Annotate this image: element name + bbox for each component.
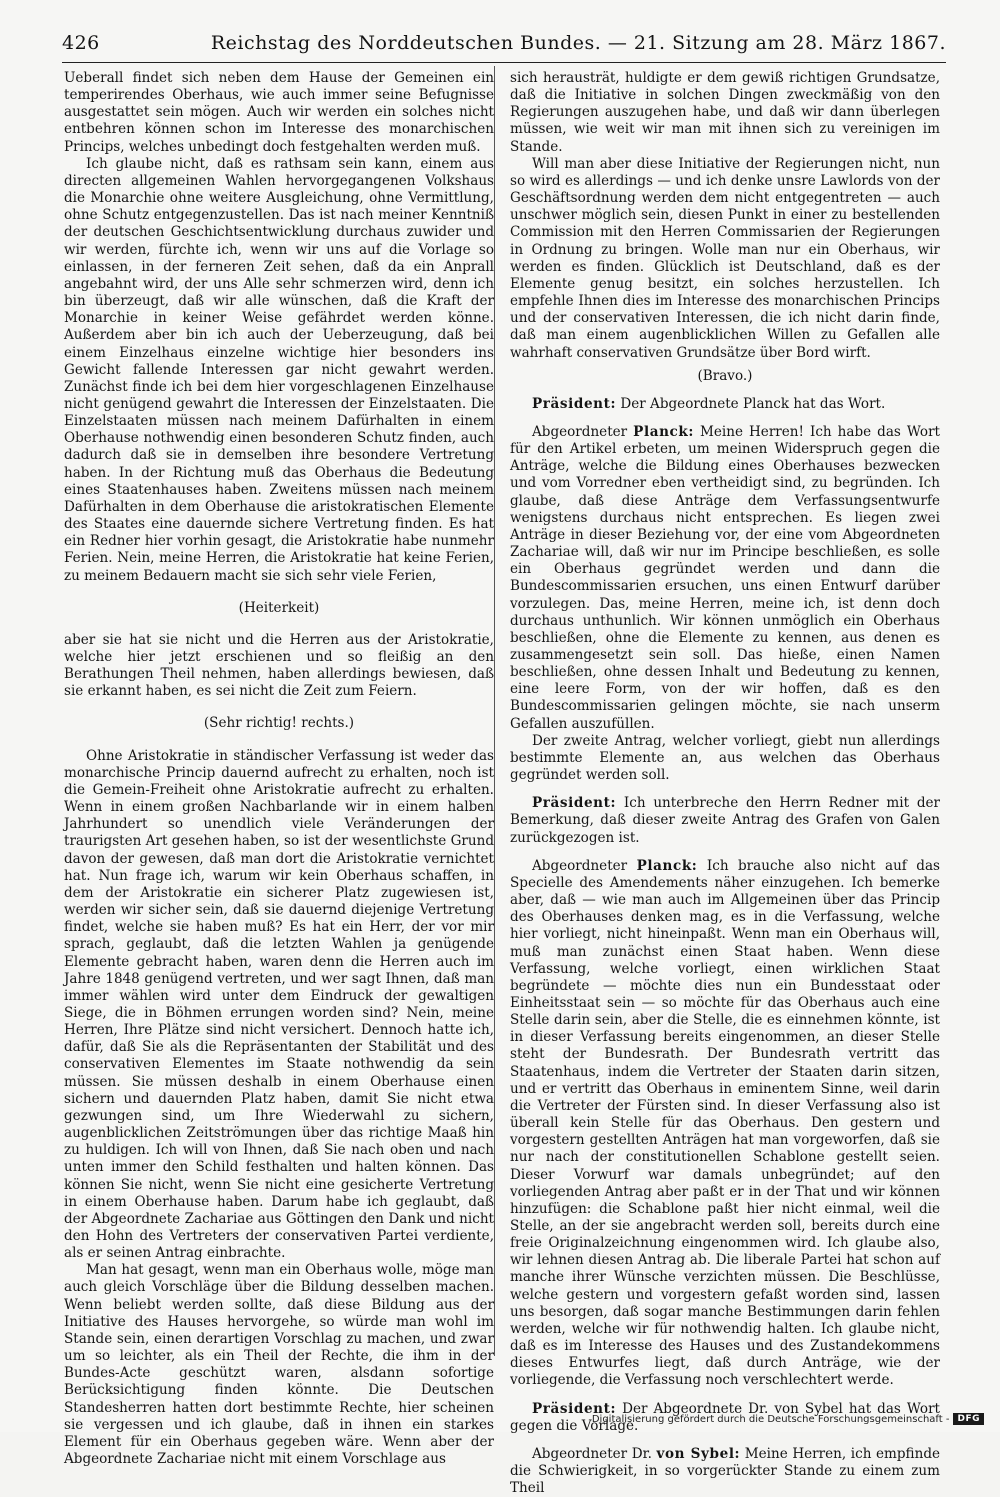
- speech-text: Der Abgeordnete Dr. von Sybel hat das Wort gegen die Vorlage.: [510, 1400, 940, 1434]
- speaker-name: Planck:: [633, 423, 694, 440]
- paragraph: Man hat gesagt, wenn man ein Oberhaus wolle, möge man auch gleich Vorschläge über die Bildung desselben machen. Wenn beliebt werden sollte, daß diese Bildung aus der Initiative des Hauses hervorgehe, so würde man wohl im Stande sein, einen derartigen Vorschlag zu machen, und zwar um so leichter, als ein Theil der Rechte, die ihm in der Bundes-Acte geschützt waren, alsdann sofortige Berücksichtigung finden könnte. Die Deutschen Standesherren hatten dort bestimmte Rechte, hier scheinen sie vergessen und ich glaube, daß in ihnen ein starkes Element für ein Oberhaus gegeben wäre. Wenn aber der Abgeordnete Zachariae nicht mit einem Vorschlage aus: [64, 1262, 494, 1468]
- column-divider: [494, 66, 495, 1356]
- speech-sybel: [510, 1446, 940, 1497]
- speaker-intro: Abgeordneter: [532, 857, 628, 874]
- speech-text: Meine Herren! Ich habe das Wort für den Artikel erbeten, um meinen Widerspruch gegen die Anträge, welche die Bildung eines Oberhauses bezwecken und vom Vorredner eben vertheidigt sind, zu begründen. Ich glaube, daß diese Anträge dem Verfassungsentwurfe wenigstens durchaus nicht entsprechen. Es liegen zwei Anträge in dieser Beziehung vor, der eine vom Abgeordneten Zachariae will, daß wir nur im Principe beschließen, es solle ein Oberhaus gegründet werden und dann die Bundescommissarien ersuchen, uns einen Entwurf darüber vorzulegen. Das, meine Herren, meine ich, ist denn doch durchaus unthunlich. Wir können unmöglich ein Oberhaus beschließen, ohne die Elemente zu kennen, aus denen es zusammengesetzt sein soll. Das hieße, einen Namen beschließen, ohne dessen Inhalt und Bedeutung zu kennen, eine leere Form, von der wir hoffen, daß es den Bundescommissarien gelingen möchte, sie nach unserm Gefallen auszufüllen.: [510, 423, 940, 732]
- right-column: [510, 70, 940, 1497]
- paragraph: Ich glaube nicht, daß es rathsam sein kann, einem aus directen allgemeinen Wahlen hervorgegangenen Volkshaus die Monarchie ohne weitere Ausgleichung, ohne Vermittlung, ohne Schutz entgegenzustellen. Das ist nach meiner Kenntniß der deutschen Geschichtsentwicklung durchaus zuwider und wir werden, fürchte ich, wenn wir uns auf die Vorlage so einlassen, in der ferneren Zeit sehen, daß da ein Anprall angebahnt wird, der uns Alle sehr schmerzen wird, denn ich bin überzeugt, daß wir alle wünschen, daß die Kraft der Monarchie in keiner Weise gefährdet werden könne. Außerdem aber bin ich auch der Ueberzeugung, daß bei einem Einzelhaus einzelne wichtige hier besonders ins Gewicht fallende Interessen gar nicht gewahrt werden. Zunächst finde ich bei dem hier vorgeschlagenen Einzelhause nicht genügend gewahrt die Interessen der Einzelstaaten. Die Einzelstaaten müssen nach meinem Dafürhalten in einem Oberhause nothwendig einen besonderen Schutz finden, auch dadurch daß sie in demselben ihre besondere Vertretung haben. In der Richtung muß das Oberhaus die Bedeutung eines Staatenhauses haben. Zweitens müssen nach meinem Dafürhalten in dem Oberhause die aristokratischen Elemente des Staates eine dauernde sichere Vertretung finden. Es hat ein Redner hier vorhin gesagt, die Aristokratie habe nunmehr Ferien. Nein, meine Herren, die Aristokratie hat keine Ferien, zu meinem Bedauern macht sie sich sehr viele Ferien,: [64, 155, 494, 584]
- speaker-intro: Abgeordneter Dr.: [532, 1445, 652, 1462]
- paragraph: Ueberall findet sich neben dem Hause der Gemeinen ein temperirendes Oberhaus, wie auch immer seine Befugnisse ausgestattet sein mögen. Auch wir werden ein solches nicht entbehren können schon im Interesse des monarchischen Princips, welches unbedingt doch festgehalten werden muß.: [64, 70, 494, 155]
- speech-planck: [510, 858, 940, 1390]
- running-title: Reichstag des Norddeutschen Bundes. — 21. Sitzung am 28. März 1867.: [210, 32, 946, 54]
- dfg-logo: DFG: [953, 1413, 984, 1425]
- speaker-name: Präsident:: [532, 1400, 617, 1417]
- speaker-name: Präsident:: [532, 395, 617, 412]
- credit-text: Digitalisierung gefördert durch die Deutsche Forschungsgemeinschaft -: [591, 1413, 950, 1425]
- interjection: (Sehr richtig! rechts.): [203, 715, 355, 732]
- left-column: [64, 70, 494, 1468]
- paragraph: aber sie hat sie nicht und die Herren aus der Aristokratie, welche hier jetzt erschienen und so fleißig an den Berathungen Theil nehmen, haben allerdings bewiesen, daß sie erkannt haben, es sei nicht die Zeit zum Feiern.: [64, 631, 494, 700]
- paragraph: Ohne Aristokratie in ständischer Verfassung ist weder das monarchische Princip dauernd aufrecht zu erhalten, noch ist die Gemein-Freiheit ohne Aristokratie aufrecht zu erhalten. Wenn in einem großen Nachbarlande wir in einem halben Jahrhundert so unendlich viele Veränderungen der traurigsten Art gesehen haben, so ist der wesentlichste Grund davon der gewesen, daß man dort die Aristokratie vernichtet hat. Nun frage ich, warum wir kein Oberhaus schaffen, in dem der Aristokratie ein sicherer Platz zugewiesen ist, werden wir sicher sein, daß sie dauernd diejenige Vertretung findet, welche sie haben muß? Es hat ein Herr, der vor mir sprach, geglaubt, daß die letzten Wahlen ja genügende Elemente gebracht haben, waren denn die Herren auch im Jahre 1848 genügend vertreten, und wer sagt Ihnen, daß man immer wählen wird unter dem Eindruck der gewaltigen Siege, die in Böhmen errungen worden sind? Nein, meine Herren, Ihre Plätze sind nicht versichert. Dennoch hatte ich, dafür, daß Sie als die Repräsentanten der Stabilität und des conservativen Elementes im Staate nothwendig da sein müssen. Sie müssen deshalb in einem Oberhause einen sichern und dauernden Platz haben, damit Sie nicht etwa gezwungen sind, um Ihre Wiederwahl zu sichern, augenblicklichen Zeitströmungen über das richtige Maaß hin zu huldigen. Ich will von Ihnen, daß Sie nach oben und nach unten immer den Schild festhalten und halten können. Das können Sie nicht, wenn Sie nicht eine gesicherte Vertretung in einem Oberhause haben. Darum habe ich geglaubt, daß der Abgeordnete Zachariae aus Göttingen den Dank und nicht den Hohn des Vertreters der conservativen Partei verdiente, als er seinen Antrag einbrachte.: [64, 747, 494, 1262]
- speech-text: Der Abgeordnete Planck hat das Wort.: [620, 395, 886, 412]
- page-number: 426: [62, 32, 100, 54]
- speaker-name: von Sybel:: [656, 1445, 741, 1462]
- paragraph: Will man aber diese Initiative der Regierungen nicht, nun so wird es allerdings — und ich denke unsre Lawlords von der Geschäftsordnung werden dem nicht entgegentreten — auch unschwer möglich sein, diesen Punkt in einer zu bestellenden Commission mit den Herren Commissarien der Regierungen in Ordnung zu bringen. Wolle man nur ein Oberhaus, wir werden es finden. Glücklich ist Deutschland, daß es der Elemente genug besitzt, ein solches herzustellen. Ich empfehle Ihnen dies im Interesse des monarchischen Princips und der conservativen Interessen, die ich nicht darin finde, daß man einem augenblicklichen Willen zu Gefallen alle wahrhaft conservativen Grundsätze über Bord wirft.: [510, 155, 940, 361]
- speaker-name: Planck:: [636, 857, 698, 874]
- page-header: [62, 28, 946, 63]
- digitization-credit: [592, 1411, 984, 1427]
- speech-president: [510, 795, 940, 846]
- interjection: (Heiterkeit): [238, 599, 320, 616]
- paragraph: Der zweite Antrag, welcher vorliegt, giebt nun allerdings bestimmte Elemente an, aus welchen das Oberhaus gegründet werden soll.: [510, 732, 940, 784]
- speech-text: Meine Herren, ich empfinde die Schwierigkeit, in so vorgerückter Stande zu einem zum Theil: [510, 1445, 941, 1497]
- speech-president: [510, 396, 940, 413]
- interjection: (Bravo.): [697, 367, 753, 384]
- speaker-name: Präsident:: [532, 795, 617, 812]
- speech-planck: [510, 424, 940, 733]
- paragraph: sich herausträt, huldigte er dem gewiß richtigen Grundsatze, daß die Initiative in solchen Dingen zweckmäßig von den Regierungen auszugehen habe, und daß wir dann überlegen müssen, wie weit wir man mit ihnen sich zu vereinigen im Stande.: [510, 70, 940, 155]
- speech-text: Ich unterbreche den Herrn Redner mit der Bemerkung, daß dieser zweite Antrag des Grafen von Galen zurückgezogen ist.: [510, 795, 940, 846]
- speaker-intro: Abgeordneter: [532, 423, 628, 440]
- speech-text: Ich brauche also nicht auf das Specielle des Amendements näher einzugehen. Ich bemerke aber, daß — wie man auch im Allgemeinen über das Princip des Oberhauses denken mag, es in die Verfassung, welche hier vorliegt, nicht hineinpaßt. Wenn man ein Oberhaus will, muß man zunächst einen Staat haben. Wenn diese Verfassung, welche vorliegt, einen wirklichen Staat begründete — möchte dies nun ein Bundesstaat oder Einheitsstaat sein — so möchte für das Oberhaus auch eine Stelle darin sein, aber die Stelle, die es einnehmen könnte, ist in dieser Verfassung bereits eingenommen, an dieser Stelle steht der Bundesrath. Der Bundesrath vertritt das Staatenhaus, indem die Vertreter der Staaten darin sitzen, und er vertritt das Oberhaus in eminentem Sinne, weil darin die Vertreter der Fürsten sind. In dieser Verfassung also ist überall kein Stelle für das Oberhaus. Den gestern und vorgestern gestellten Anträgen hat man vorgeworfen, daß sie nur nach der constitutionellen Schablone gestellt seien. Dieser Vorwurf war damals unbegründet; auf den vorliegenden Antrag aber paßt er in der That und wir können hinzufügen: die Schablone paßt hier nicht einmal, weil die Stelle, an der sie angebracht werden soll, bereits durch eine freie Originalzeichnung eingenommen wird. Ich glaube also, wir lehnen diesen Antrag ab. Die liberale Partei hat schon auf manche ihrer Wünsche verzichten müssen. Die Beschlüsse, welche gestern und vorgestern gefaßt worden sind, lassen uns besorgen, daß sogar manche Bestimmungen darin fehlen werden, welche wir für nothwendig halten. Ich glaube nicht, daß es im Interesse des Hauses und des Zustandekommens dieses Entwurfes liegt, daß durch Anträge, wie der vorliegende, die Verfassung noch verschlechtert werde.: [510, 857, 940, 1389]
